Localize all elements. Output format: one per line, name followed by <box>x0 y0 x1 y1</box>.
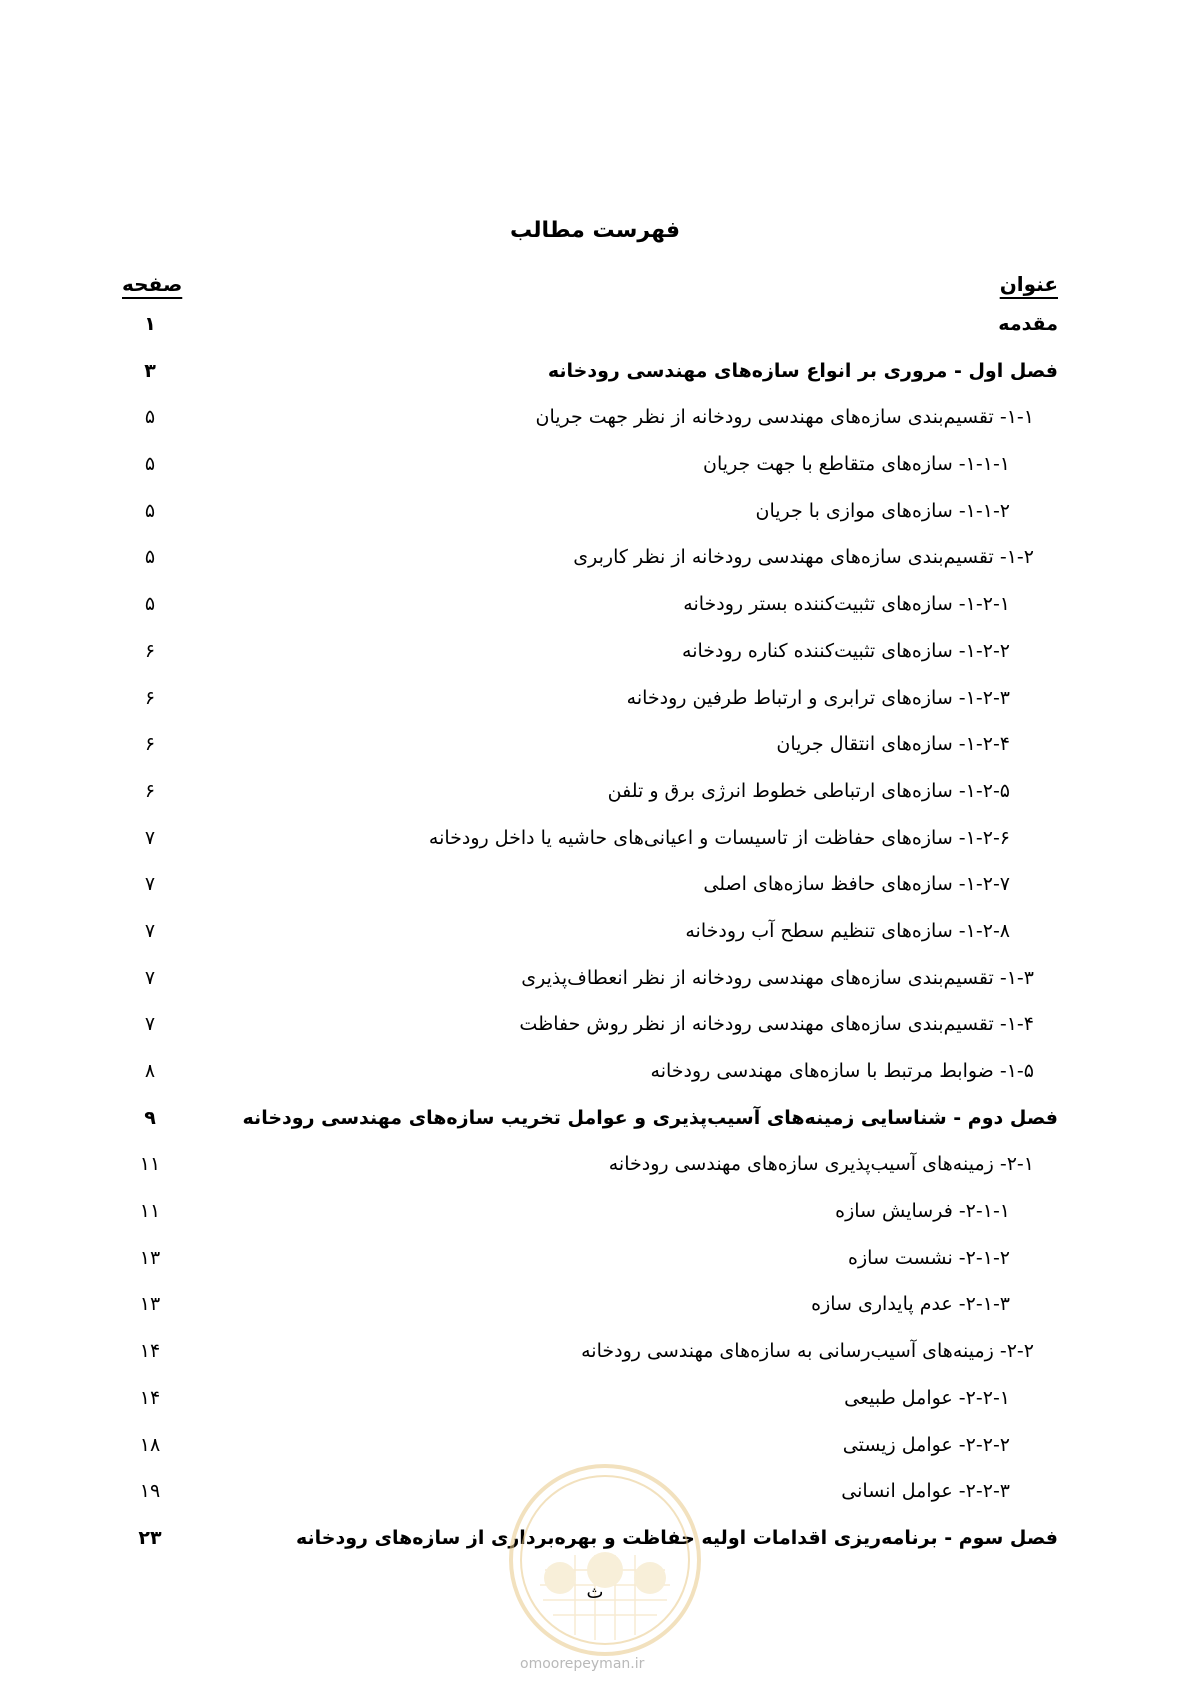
toc-entry-page: ۱۳ <box>139 1246 161 1269</box>
toc-entry[interactable] <box>0 683 1190 730</box>
toc-entry-page: ۷ <box>144 826 156 849</box>
toc-entry-page: ۶ <box>144 779 156 802</box>
toc-entry-page: ۷ <box>144 1013 156 1036</box>
toc-entry[interactable] <box>0 823 1190 870</box>
toc-entry-title: ۲-۱- زمینه‌های آسیب‌پذیری سازه‌های مهندسی رودخانه <box>608 1153 1034 1176</box>
toc-entry-title: ۱-۲-۶- سازه‌های حفاظت از تاسیسات و اعیانی‌های حاشیه یا داخل رودخانه <box>428 826 1010 849</box>
toc-entry-page: ۱۸ <box>139 1433 161 1456</box>
toc-entry-page: ۱ <box>144 313 156 335</box>
toc-entry[interactable] <box>0 1289 1190 1336</box>
toc-entry[interactable] <box>0 1196 1190 1243</box>
toc-entry-title: ۱-۲-۱- سازه‌های تثبیت‌کننده بستر رودخانه <box>683 593 1010 616</box>
toc-entry-title: ۱-۲-۷- سازه‌های حافظ سازه‌های اصلی <box>703 873 1010 896</box>
toc-entry[interactable] <box>0 1383 1190 1430</box>
toc-entry-page: ۵ <box>144 593 156 616</box>
toc-entry-page: ۱۴ <box>139 1340 161 1363</box>
toc-entry-page: ۶ <box>144 733 156 756</box>
toc-entry-title: ۱-۱-۱- سازه‌های متقاطع با جهت جریان <box>703 453 1010 476</box>
toc-entry-page: ۶ <box>144 686 156 709</box>
toc-entry-title: ۱-۴- تقسیم‌بندی سازه‌های مهندسی رودخانه از نظر روش حفاظت <box>519 1013 1034 1036</box>
toc-entry-title: ۱-۵- ضوابط مرتبط با سازه‌های مهندسی رودخانه <box>650 1060 1034 1082</box>
toc-entry[interactable] <box>0 1103 1190 1150</box>
toc-entry-title: ۱-۲-۴- سازه‌های انتقال جریان <box>776 733 1010 756</box>
footer-page-number: ث <box>586 1582 604 1603</box>
toc-entry-title: فصل اول - مروری بر انواع سازه‌های مهندسی رودخانه <box>547 359 1058 382</box>
toc-entry-page: ۱۱ <box>139 1200 161 1223</box>
toc-entry-title: ۱-۳- تقسیم‌بندی سازه‌های مهندسی رودخانه از نظر انعطاف‌پذیری <box>521 966 1034 989</box>
toc-entry-title: ۲-۱-۱- فرسایش سازه <box>835 1200 1010 1223</box>
toc-entry[interactable] <box>0 963 1190 1010</box>
toc-entry-title: ۱-۲-۸- سازه‌های تنظیم سطح آب رودخانه <box>685 919 1010 942</box>
toc-entry-title: ۲-۲- زمینه‌های آسیب‌رسانی به سازه‌های مهندسی رودخانه <box>581 1340 1034 1363</box>
toc-entry[interactable] <box>0 542 1190 589</box>
toc-entry[interactable] <box>0 1056 1190 1103</box>
toc-entry-title: ۲-۲-۲- عوامل زیستی <box>842 1433 1010 1456</box>
toc-entry[interactable] <box>0 1336 1190 1383</box>
title-column-header: عنوان <box>999 272 1058 296</box>
toc-entry-title: فصل دوم - شناسایی زمینه‌های آسیب‌پذیری و عوامل تخریب سازه‌های مهندسی رودخانه <box>242 1106 1058 1129</box>
toc-entry[interactable] <box>0 449 1190 496</box>
toc-entry-title: ۲-۲-۱- عوامل طبیعی <box>844 1386 1010 1409</box>
toc-entry-page: ۵ <box>144 406 156 429</box>
toc-entry-title: ۱-۲-۵- سازه‌های ارتباطی خطوط انرژی برق و تلفن <box>607 779 1010 802</box>
toc-entry-page: ۱۱ <box>139 1153 161 1176</box>
table-of-contents <box>0 309 1190 1570</box>
toc-entry-page: ۸ <box>144 1060 156 1082</box>
watermark-logo <box>505 1460 705 1660</box>
toc-entry-title: ۲-۱-۲- نشست سازه <box>848 1246 1010 1269</box>
toc-entry-title: ۱-۱-۲- سازه‌های موازی با جریان <box>755 499 1010 522</box>
toc-entry-page: ۱۹ <box>139 1480 161 1503</box>
toc-entry-page: ۳ <box>144 359 156 382</box>
toc-entry[interactable] <box>0 869 1190 916</box>
toc-entry-page: ۱۴ <box>139 1386 161 1409</box>
toc-entry-page: ۶ <box>144 639 156 662</box>
page-column-header: صفحه <box>122 272 183 296</box>
toc-entry[interactable] <box>0 402 1190 449</box>
toc-entry[interactable] <box>0 309 1190 356</box>
toc-entry[interactable] <box>0 776 1190 823</box>
toc-entry-title: ۱-۱- تقسیم‌بندی سازه‌های مهندسی رودخانه از نظر جهت جریان <box>535 406 1034 429</box>
toc-entry-title: ۱-۲-۳- سازه‌های ترابری و ارتباط طرفین رودخانه <box>626 686 1010 709</box>
toc-entry-title: ۱-۲-۲- سازه‌های تثبیت‌کننده کناره رودخانه <box>682 639 1010 662</box>
toc-entry-page: ۵ <box>144 453 156 476</box>
toc-entry[interactable] <box>0 1009 1190 1056</box>
toc-entry-title: ۲-۲-۳- عوامل انسانی <box>841 1480 1010 1503</box>
toc-entry-page: ۷ <box>144 873 156 896</box>
toc-entry[interactable] <box>0 916 1190 963</box>
toc-entry-page: ۹ <box>144 1106 156 1129</box>
toc-entry[interactable] <box>0 589 1190 636</box>
toc-entry[interactable] <box>0 1243 1190 1290</box>
toc-entry[interactable] <box>0 729 1190 776</box>
toc-entry[interactable] <box>0 496 1190 543</box>
toc-entry[interactable] <box>0 1149 1190 1196</box>
toc-entry-title: فصل سوم - برنامه‌ریزی اقدامات اولیه حفاظت و بهره‌برداری از سازه‌های رودخانه <box>295 1526 1058 1549</box>
page-title: فهرست مطالب <box>509 218 681 243</box>
toc-entry-title: ۱-۲- تقسیم‌بندی سازه‌های مهندسی رودخانه از نظر کاربری <box>573 546 1034 569</box>
toc-entry-title: مقدمه <box>998 313 1058 335</box>
toc-entry-title: ۲-۱-۳- عدم پایداری سازه <box>811 1293 1010 1316</box>
toc-entry-page: ۷ <box>144 966 156 989</box>
toc-entry-page: ۵ <box>144 499 156 522</box>
watermark-url: omoorepeyman.ir <box>520 1656 645 1672</box>
toc-entry-page: ۱۳ <box>139 1293 161 1316</box>
toc-entry-page: ۵ <box>144 546 156 569</box>
toc-entry-page: ۷ <box>144 919 156 942</box>
toc-entry-page: ۲۳ <box>138 1526 162 1549</box>
toc-entry[interactable] <box>0 356 1190 403</box>
toc-entry[interactable] <box>0 636 1190 683</box>
